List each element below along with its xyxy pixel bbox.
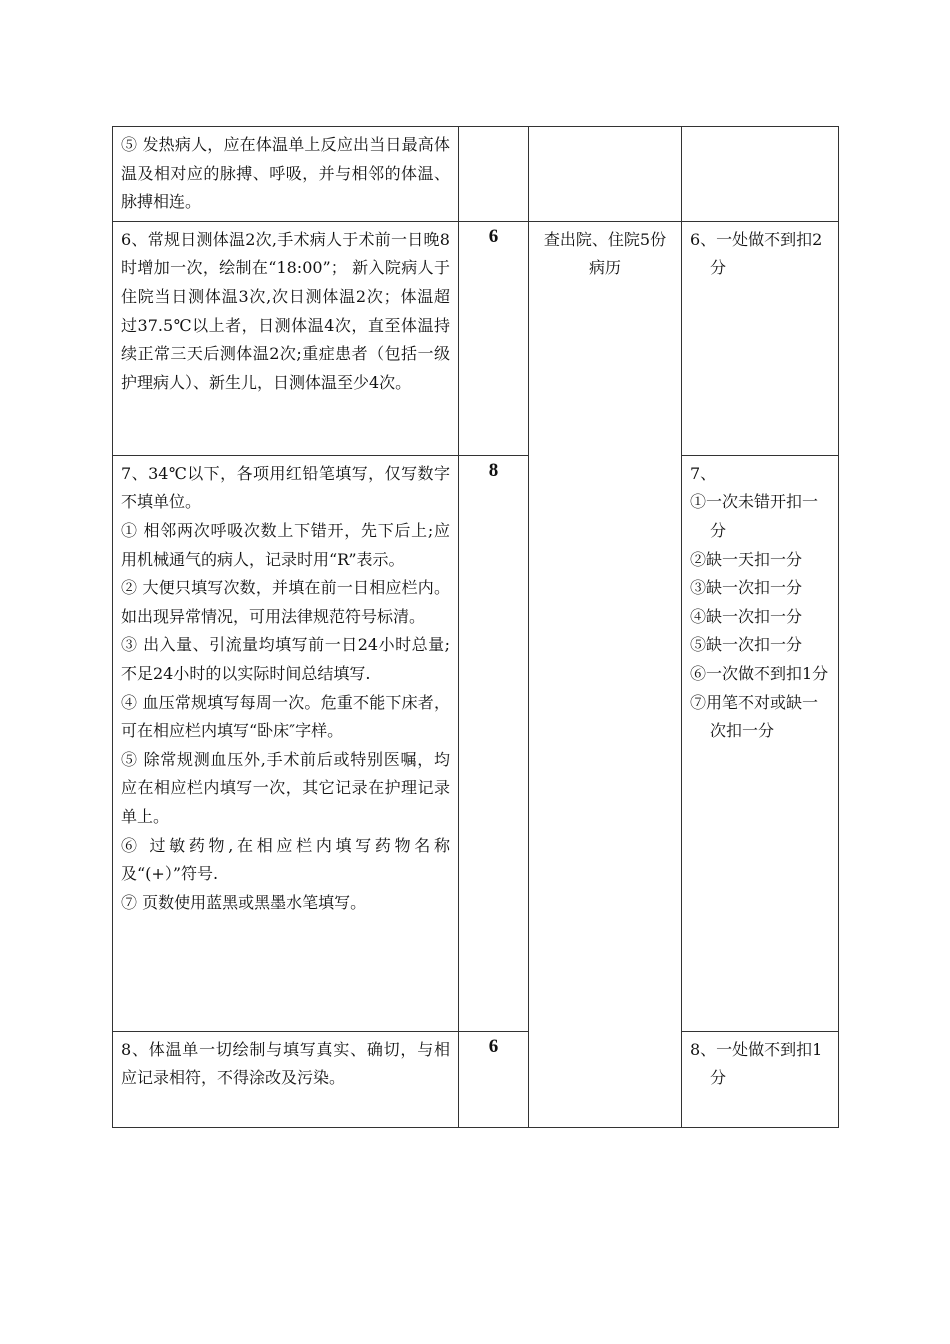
table-row	[113, 127, 839, 222]
score-cell: 6	[459, 221, 529, 455]
method-cell-empty	[529, 127, 682, 222]
criteria-text: ⑤ 发热病人，应在体温单上反应出当日最高体温及相对应的脉搏、呼吸，并与相邻的体温、脉搏相连。	[121, 135, 450, 212]
table-row	[113, 221, 839, 455]
method-cell: 查出院、住院5份病历	[529, 221, 682, 1127]
criteria-cell	[113, 127, 459, 222]
deduct-text: ④缺一次扣一分	[690, 606, 803, 626]
score-cell: 8	[459, 455, 529, 1031]
score-cell	[459, 127, 529, 222]
criteria-text: 6、常规日测体温2次,手术病人于术前一日晚8时增加一次，绘制在“18:00”； 新入院病人于住院当日测体温3次,次日测体温2次；体温超过37.5℃以上者，日测体温4次，直至体温持续正常三天后测体温2次;重症患者（包括一级护理病人）、新生儿，日测体温至少4次。	[121, 229, 450, 392]
deduct-text: ⑤缺一次扣一分	[690, 635, 803, 655]
criteria-cell	[113, 455, 459, 1031]
deduct-text: ②缺一天扣一分	[690, 549, 803, 569]
criteria-text: 8、体温单一切绘制与填写真实、确切，与相应记录相符，不得涂改及污染。	[121, 1039, 450, 1088]
deduct-text: 6、一处做不到扣2分	[690, 229, 823, 278]
table-row	[113, 455, 839, 1031]
deduct-cell	[682, 1031, 839, 1127]
deduct-text: ③缺一次扣一分	[690, 578, 803, 598]
deduct-cell	[682, 455, 839, 1031]
deduct-text: 7、	[690, 463, 717, 483]
criteria-text: ③ 出入量、引流量均填写前一日24小时总量;不足24小时的以实际时间总结填写.	[121, 635, 450, 683]
table-row	[113, 1031, 839, 1127]
deduct-cell	[682, 221, 839, 455]
criteria-text: ⑥ 过敏药物,在相应栏内填写药物名称及“(+）”符号.	[121, 835, 450, 884]
deduct-text: ①一次未错开扣一分	[690, 492, 819, 540]
criteria-text: ⑤ 除常规测血压外,手术前后或特别医嘱，均应在相应栏内填写一次，其它记录在护理记录单上。	[121, 749, 450, 826]
criteria-cell	[113, 221, 459, 455]
scoring-table	[112, 126, 839, 1128]
criteria-text: ④ 血压常规填写每周一次。危重不能下床者，可在相应栏内填写“卧床″字样。	[121, 692, 450, 741]
deduct-text: ⑥一次做不到扣1分	[690, 663, 829, 683]
deduct-cell-empty	[682, 127, 839, 222]
criteria-text: ② 大便只填写次数，并填在前一日相应栏内。如出现异常情况，可用法律规范符号标清。	[121, 578, 450, 626]
criteria-text: ① 相邻两次呼吸次数上下错开，先下后上;应用机械通气的病人，记录时用“R”表示。	[121, 520, 450, 569]
deduct-text: 8、一处做不到扣1分	[690, 1039, 823, 1088]
score-cell: 6	[459, 1031, 529, 1127]
criteria-text: 7、34℃以下，各项用红铅笔填写，仅写数字不填单位。	[121, 463, 450, 512]
criteria-cell	[113, 1031, 459, 1127]
criteria-text: ⑦ 页数使用蓝黑或黑墨水笔填写。	[121, 892, 367, 912]
deduct-text: ⑦用笔不对或缺一次扣一分	[690, 692, 819, 741]
